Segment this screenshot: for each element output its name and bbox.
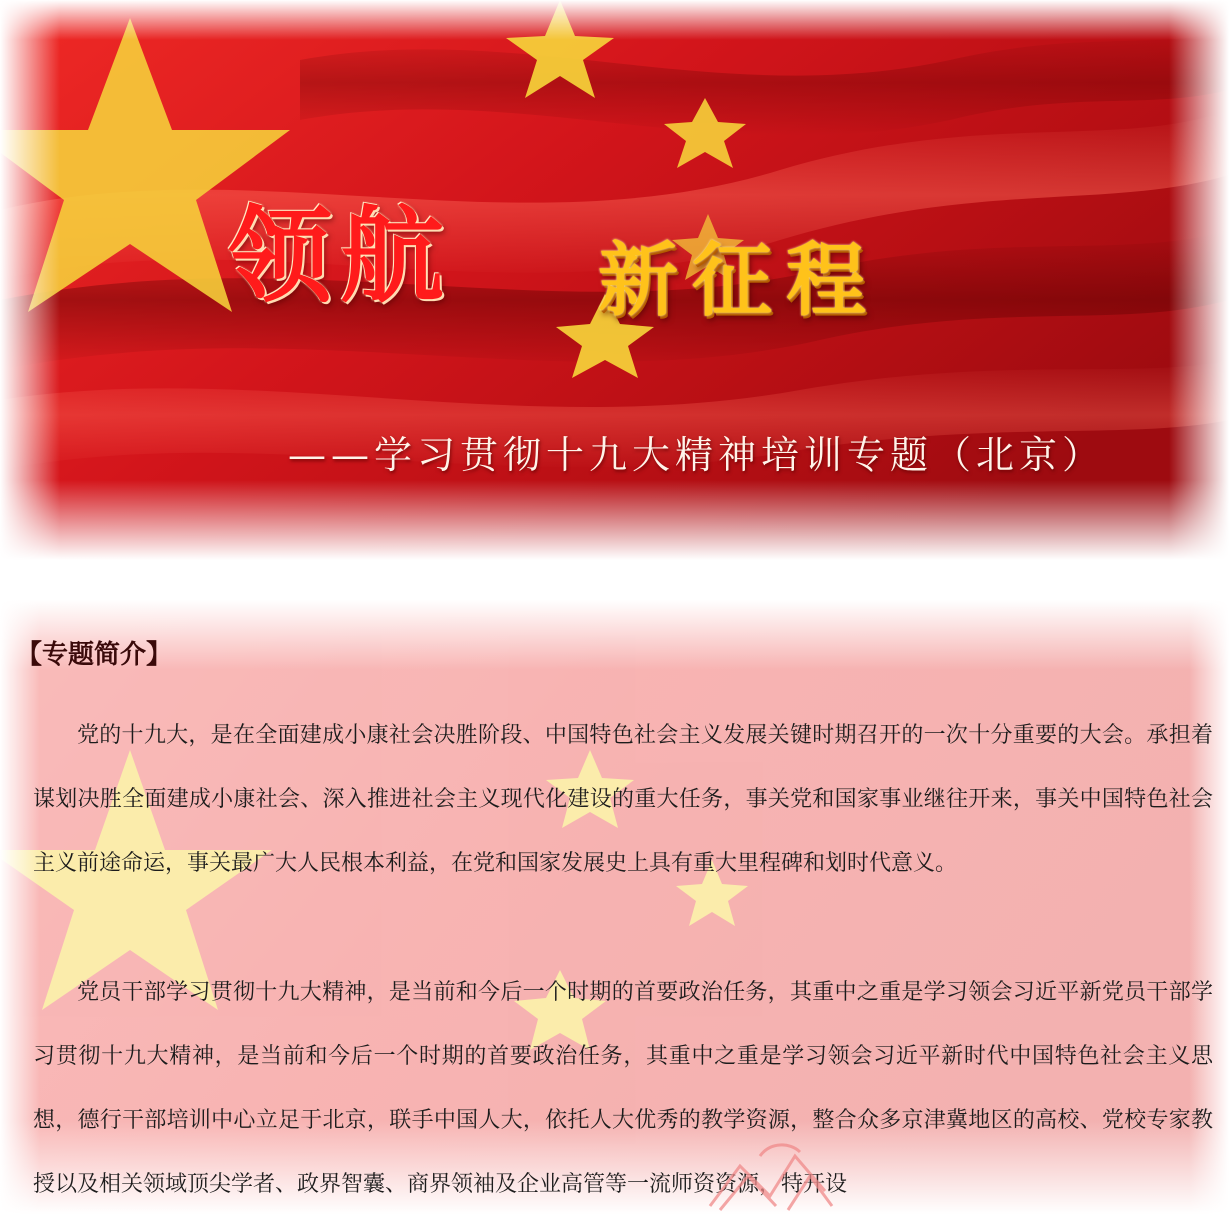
watermark-stamp-icon — [700, 1136, 840, 1214]
intro-section — [0, 600, 1229, 1214]
title-part-1: 领航 — [228, 194, 453, 317]
intro-paragraph: 党员干部学习贯彻十九大精神，是当前和今后一个时期的首要政治任务，其重中之重是学习领会习近平新党员干部学习贯彻十九大精神，是当前和今后一个时期的首要政治任务，其重中之重是学习领会习近平新时代中国特色社会主义思想，德行干部培训中心立足于北京，联手中国人大，依托人大优秀的教学资源，整合众多京津冀地区的高校、党校专家教授以及相关领域顶尖学者、政界智囊、商界领袖及企业高管等一流师资资源，特开设 — [33, 980, 1213, 1197]
banner-title — [228, 172, 988, 327]
intro-paragraph: 党的十九大，是在全面建成小康社会决胜阶段、中国特色社会主义发展关键时期召开的一次十分重要的大会。承担着谋划决胜全面建成小康社会、深入推进社会主义现代化建设的重大任务，事关党和国家事业继往开来，事关中国特色社会主义前途命运，事关最广大人民根本利益，在党和国家发展史上具有重大里程碑和划时代意义。 — [33, 723, 1213, 876]
banner — [0, 0, 1229, 560]
title-part-2: 新征程 — [598, 233, 880, 327]
section-heading: 【专题简介】 — [16, 640, 173, 670]
banner-subtitle: ——学习贯彻十九大精神培训专题（北京） — [288, 433, 1106, 477]
